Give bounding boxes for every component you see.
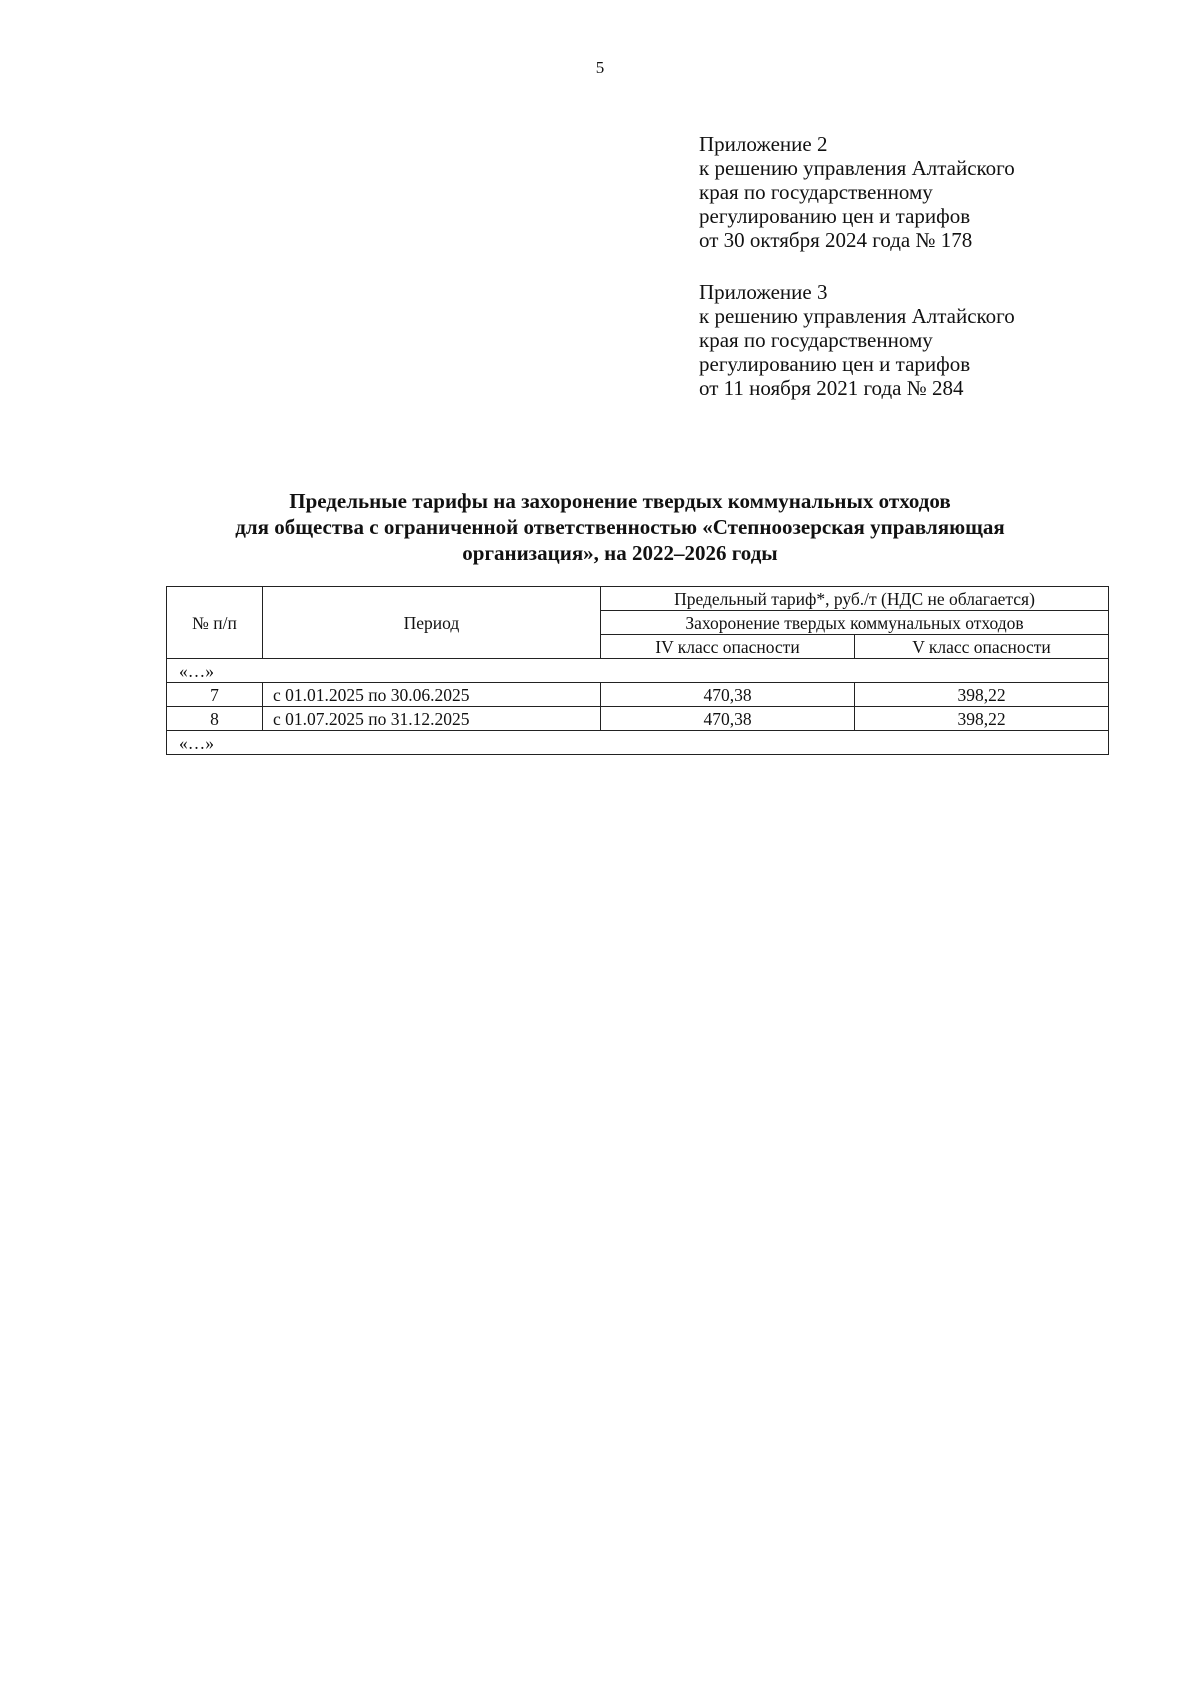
header-class-v: V класс опасности — [855, 635, 1109, 659]
row-number: 8 — [167, 707, 263, 731]
document-title — [120, 488, 1120, 566]
row-number: 7 — [167, 683, 263, 707]
table-header-row — [167, 587, 1109, 611]
appendix-line: от 11 ноября 2021 года № 284 — [699, 376, 964, 400]
tariffs-table — [166, 586, 1109, 755]
appendix-line: Приложение 2 — [699, 132, 828, 156]
row-class-iv: 470,38 — [601, 683, 855, 707]
header-period: Период — [263, 587, 601, 659]
appendix-line: от 30 октября 2024 года № 178 — [699, 228, 973, 252]
table-row — [167, 707, 1109, 731]
header-tariff: Предельный тариф*, руб./т (НДС не облагается) — [601, 587, 1109, 611]
appendix-line: регулированию цен и тарифов — [699, 204, 971, 228]
appendix-3-header — [699, 280, 1119, 400]
row-class-v: 398,22 — [855, 683, 1109, 707]
ellipsis-cell: «…» — [167, 731, 1109, 755]
appendix-line: к решению управления Алтайского — [699, 304, 1015, 328]
appendix-line: края по государственному — [699, 180, 933, 204]
row-class-iv: 470,38 — [601, 707, 855, 731]
row-period: с 01.01.2025 по 30.06.2025 — [263, 683, 601, 707]
row-period: с 01.07.2025 по 31.12.2025 — [263, 707, 601, 731]
appendix-line: к решению управления Алтайского — [699, 156, 1015, 180]
table-row-ellipsis — [167, 659, 1109, 683]
title-line: Предельные тарифы на захоронение твердых коммунальных отходов — [289, 489, 951, 513]
header-number: № п/п — [167, 587, 263, 659]
header-service: Захоронение твердых коммунальных отходов — [601, 611, 1109, 635]
table-row-ellipsis — [167, 731, 1109, 755]
title-line: для общества с ограниченной ответственностью «Степноозерская управляющая — [235, 515, 1005, 539]
header-class-iv: IV класс опасности — [601, 635, 855, 659]
page-number: 5 — [595, 58, 605, 77]
table-row — [167, 683, 1109, 707]
appendix-line: Приложение 3 — [699, 280, 828, 304]
row-class-v: 398,22 — [855, 707, 1109, 731]
appendix-line: регулированию цен и тарифов — [699, 352, 971, 376]
appendix-line: края по государственному — [699, 328, 933, 352]
ellipsis-cell: «…» — [167, 659, 1109, 683]
appendix-2-header — [699, 132, 1119, 252]
title-line: организация», на 2022–2026 годы — [462, 541, 778, 565]
